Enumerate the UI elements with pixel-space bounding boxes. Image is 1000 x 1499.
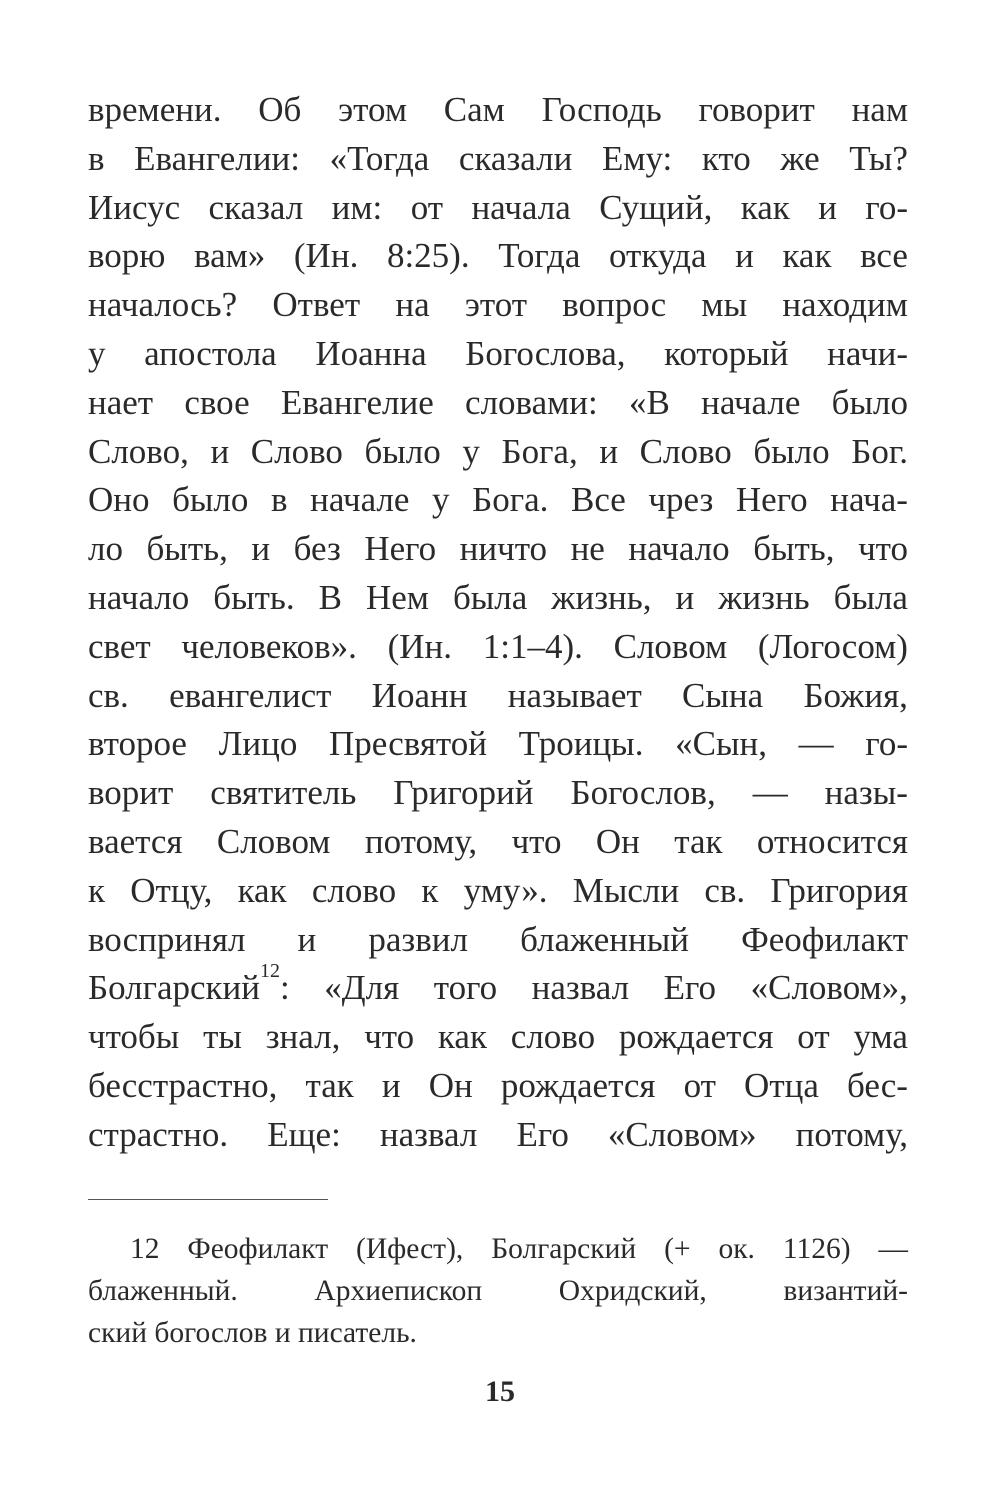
text-line: св. евангелист Иоанн называет Сына Божия, xyxy=(88,675,908,715)
text-line: свет человеков». (Ин. 1:1–4). Словом (Логосом) xyxy=(88,626,908,666)
text-line: страстно. Еще: назвал Его «Словом» потому, xyxy=(88,1114,908,1154)
footnote-line: ский богослов и писатель. xyxy=(88,1317,417,1349)
text-line: в Евангелии: «Тогда сказали Ему: кто же Ты? xyxy=(88,138,908,178)
text-line: Болгарский$^{12}$: «Для того назвал Его «Словом», xyxy=(88,959,908,1008)
footnote xyxy=(88,1228,908,1354)
footnote-line: блаженный. Архиепископ Охридский, византий- xyxy=(88,1275,908,1307)
footnote-line: 12 Феофилакт (Ифест), Болгарский (+ ок. 1126) — xyxy=(130,1233,908,1265)
text-line: к Отцу, как слово к уму». Мысли св. Григория xyxy=(88,870,908,910)
text-line: времени. Об этом Сам Господь говорит нам xyxy=(88,90,908,129)
text-line: начало быть. В Нем была жизнь, и жизнь была xyxy=(88,577,908,617)
text-line: Слово, и Слово было у Бога, и Слово было Бог. xyxy=(88,431,908,471)
text-line: бесстрастно, так и Он рождается от Отца бес- xyxy=(88,1065,908,1105)
text-line: ло быть, и без Него ничто не начало быть, что xyxy=(88,529,908,569)
text-line: началось? Ответ на этот вопрос мы находим xyxy=(88,285,908,325)
text-line: Иисус сказал им: от начала Сущий, как и го- xyxy=(88,187,908,227)
text-line: Оно было в начале у Бога. Все чрез Него нача- xyxy=(88,480,908,520)
text-line: ворит святитель Григорий Богослов, — назы- xyxy=(88,773,908,813)
footnote-divider xyxy=(88,1199,328,1200)
text-line: второе Лицо Пресвятой Троицы. «Сын, — го- xyxy=(88,724,908,764)
text-line: вается Словом потому, что Он так относится xyxy=(88,821,908,861)
page-number: 15 xyxy=(485,1375,515,1408)
main-text xyxy=(88,86,908,1160)
text-line: ворю вам» (Ин. 8:25). Тогда откуда и как все xyxy=(88,236,908,276)
text-line: чтобы ты знал, что как слово рождается от ума xyxy=(88,1017,908,1057)
text-line: нает свое Евангелие словами: «В начале было xyxy=(88,382,908,422)
text-line: воспринял и развил блаженный Феофилакт xyxy=(88,919,908,959)
footnote-reference[interactable]: 12 xyxy=(260,959,280,982)
text-line: у апостола Иоанна Богослова, который начи- xyxy=(88,333,908,373)
